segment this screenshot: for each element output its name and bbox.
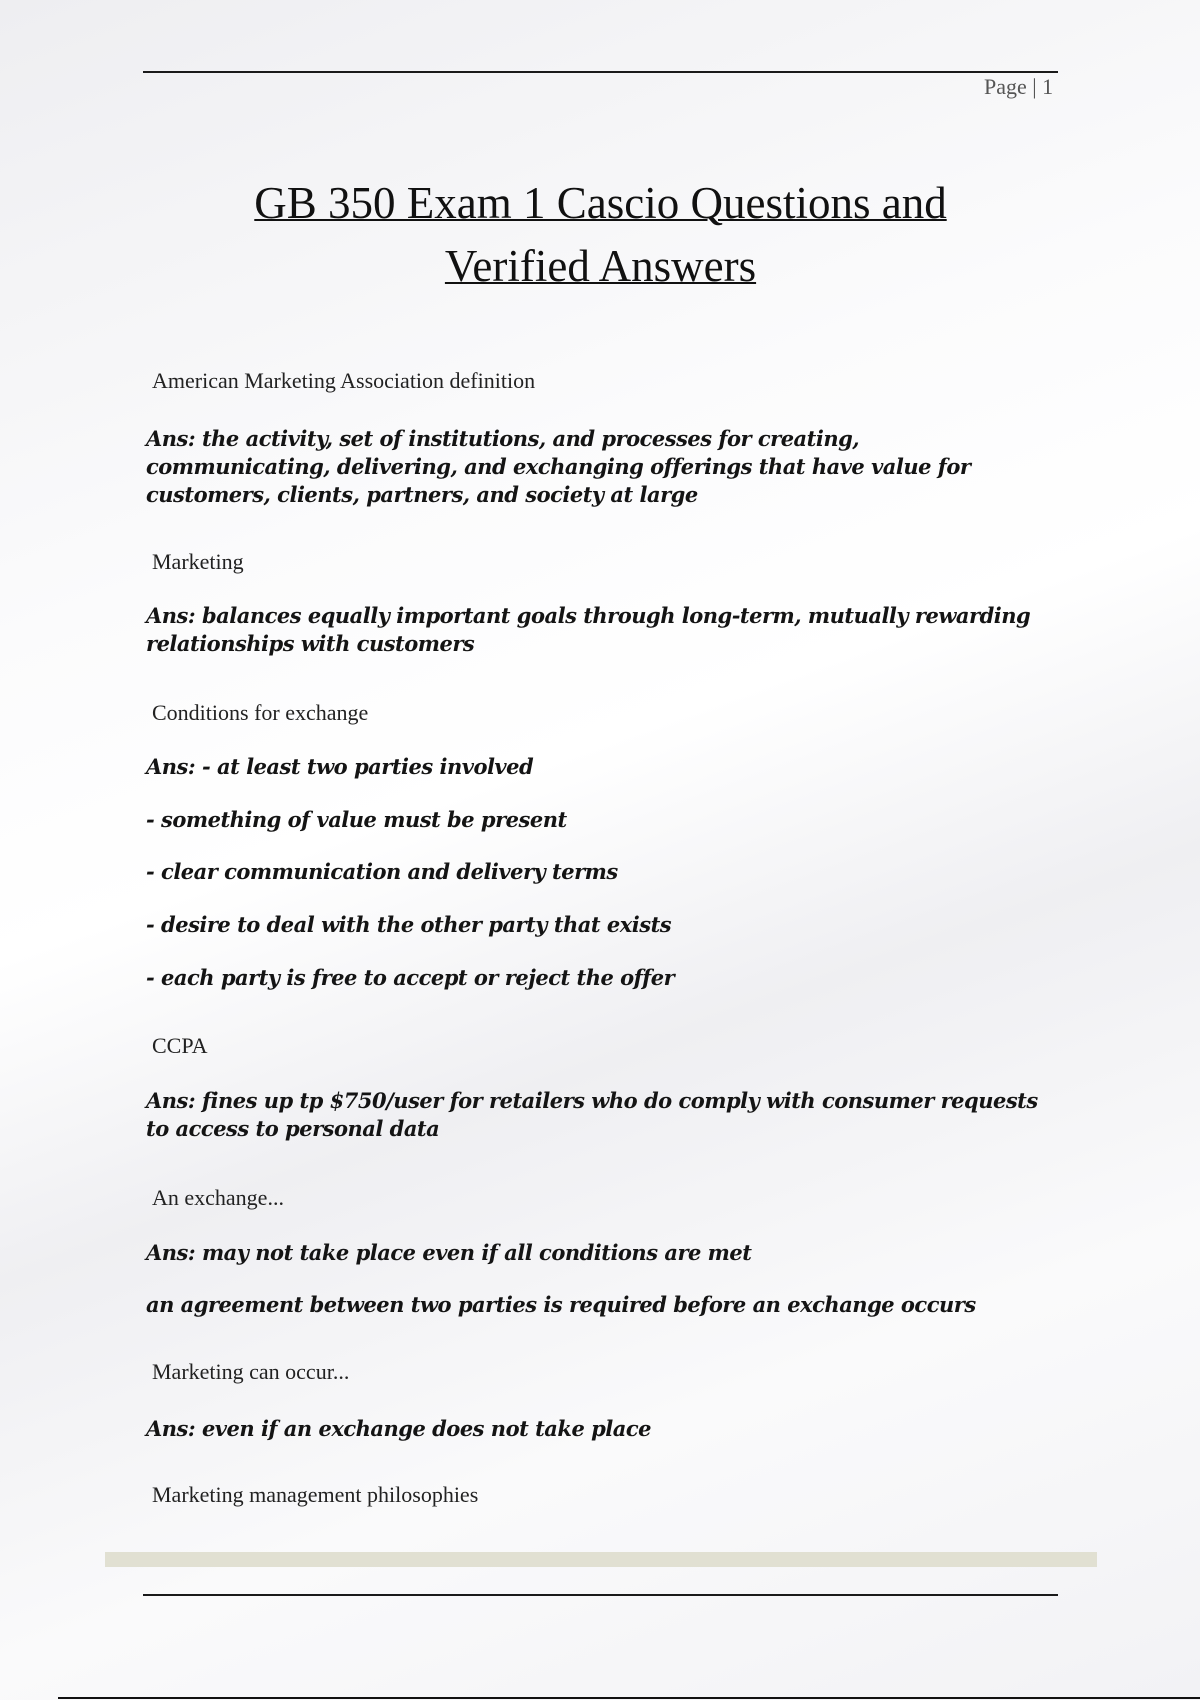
question: American Marketing Association definition — [152, 368, 536, 393]
answer-line: - each party is free to accept or reject the offer — [146, 965, 675, 990]
answer: Ans: even if an exchange does not take place — [146, 1416, 652, 1441]
title-line-1: GB 350 Exam 1 Cascio Questions and — [254, 178, 947, 228]
footer-rule — [143, 1594, 1058, 1596]
page-edge-rule — [58, 1697, 1200, 1699]
answer-line: - clear communication and delivery terms — [146, 859, 618, 884]
question: Marketing can occur... — [152, 1359, 350, 1384]
answer: Ans: may not take place even if all conditions are met — [146, 1240, 752, 1265]
answer-line: an agreement between two parties is required before an exchange occurs — [146, 1292, 976, 1317]
question: Marketing management philosophies — [152, 1482, 479, 1507]
answer-line: - desire to deal with the other party that exists — [146, 912, 672, 937]
answer: Ans: fines up tp $750/user for retailers who do comply with consumer requests to access to personal data — [146, 1088, 1038, 1141]
question: Marketing — [152, 549, 244, 574]
answer: Ans: - at least two parties involved — [146, 754, 534, 779]
document-title — [143, 172, 1058, 298]
page-number: Page | 1 — [984, 74, 1054, 99]
footer-band — [105, 1552, 1097, 1567]
header-rule — [143, 71, 1058, 73]
answer: Ans: the activity, set of institutions, and processes for creating, communicating, delivering, and exchanging offerings that have value for customers, clients, partners, and society at large — [146, 426, 971, 507]
question: An exchange... — [152, 1185, 284, 1210]
question: CCPA — [152, 1033, 208, 1058]
answer-line: - something of value must be present — [146, 807, 567, 832]
answer: Ans: balances equally important goals through long-term, mutually rewarding relationships with customers — [146, 603, 1031, 656]
question: Conditions for exchange — [152, 700, 369, 725]
title-line-2: Verified Answers — [444, 241, 757, 291]
